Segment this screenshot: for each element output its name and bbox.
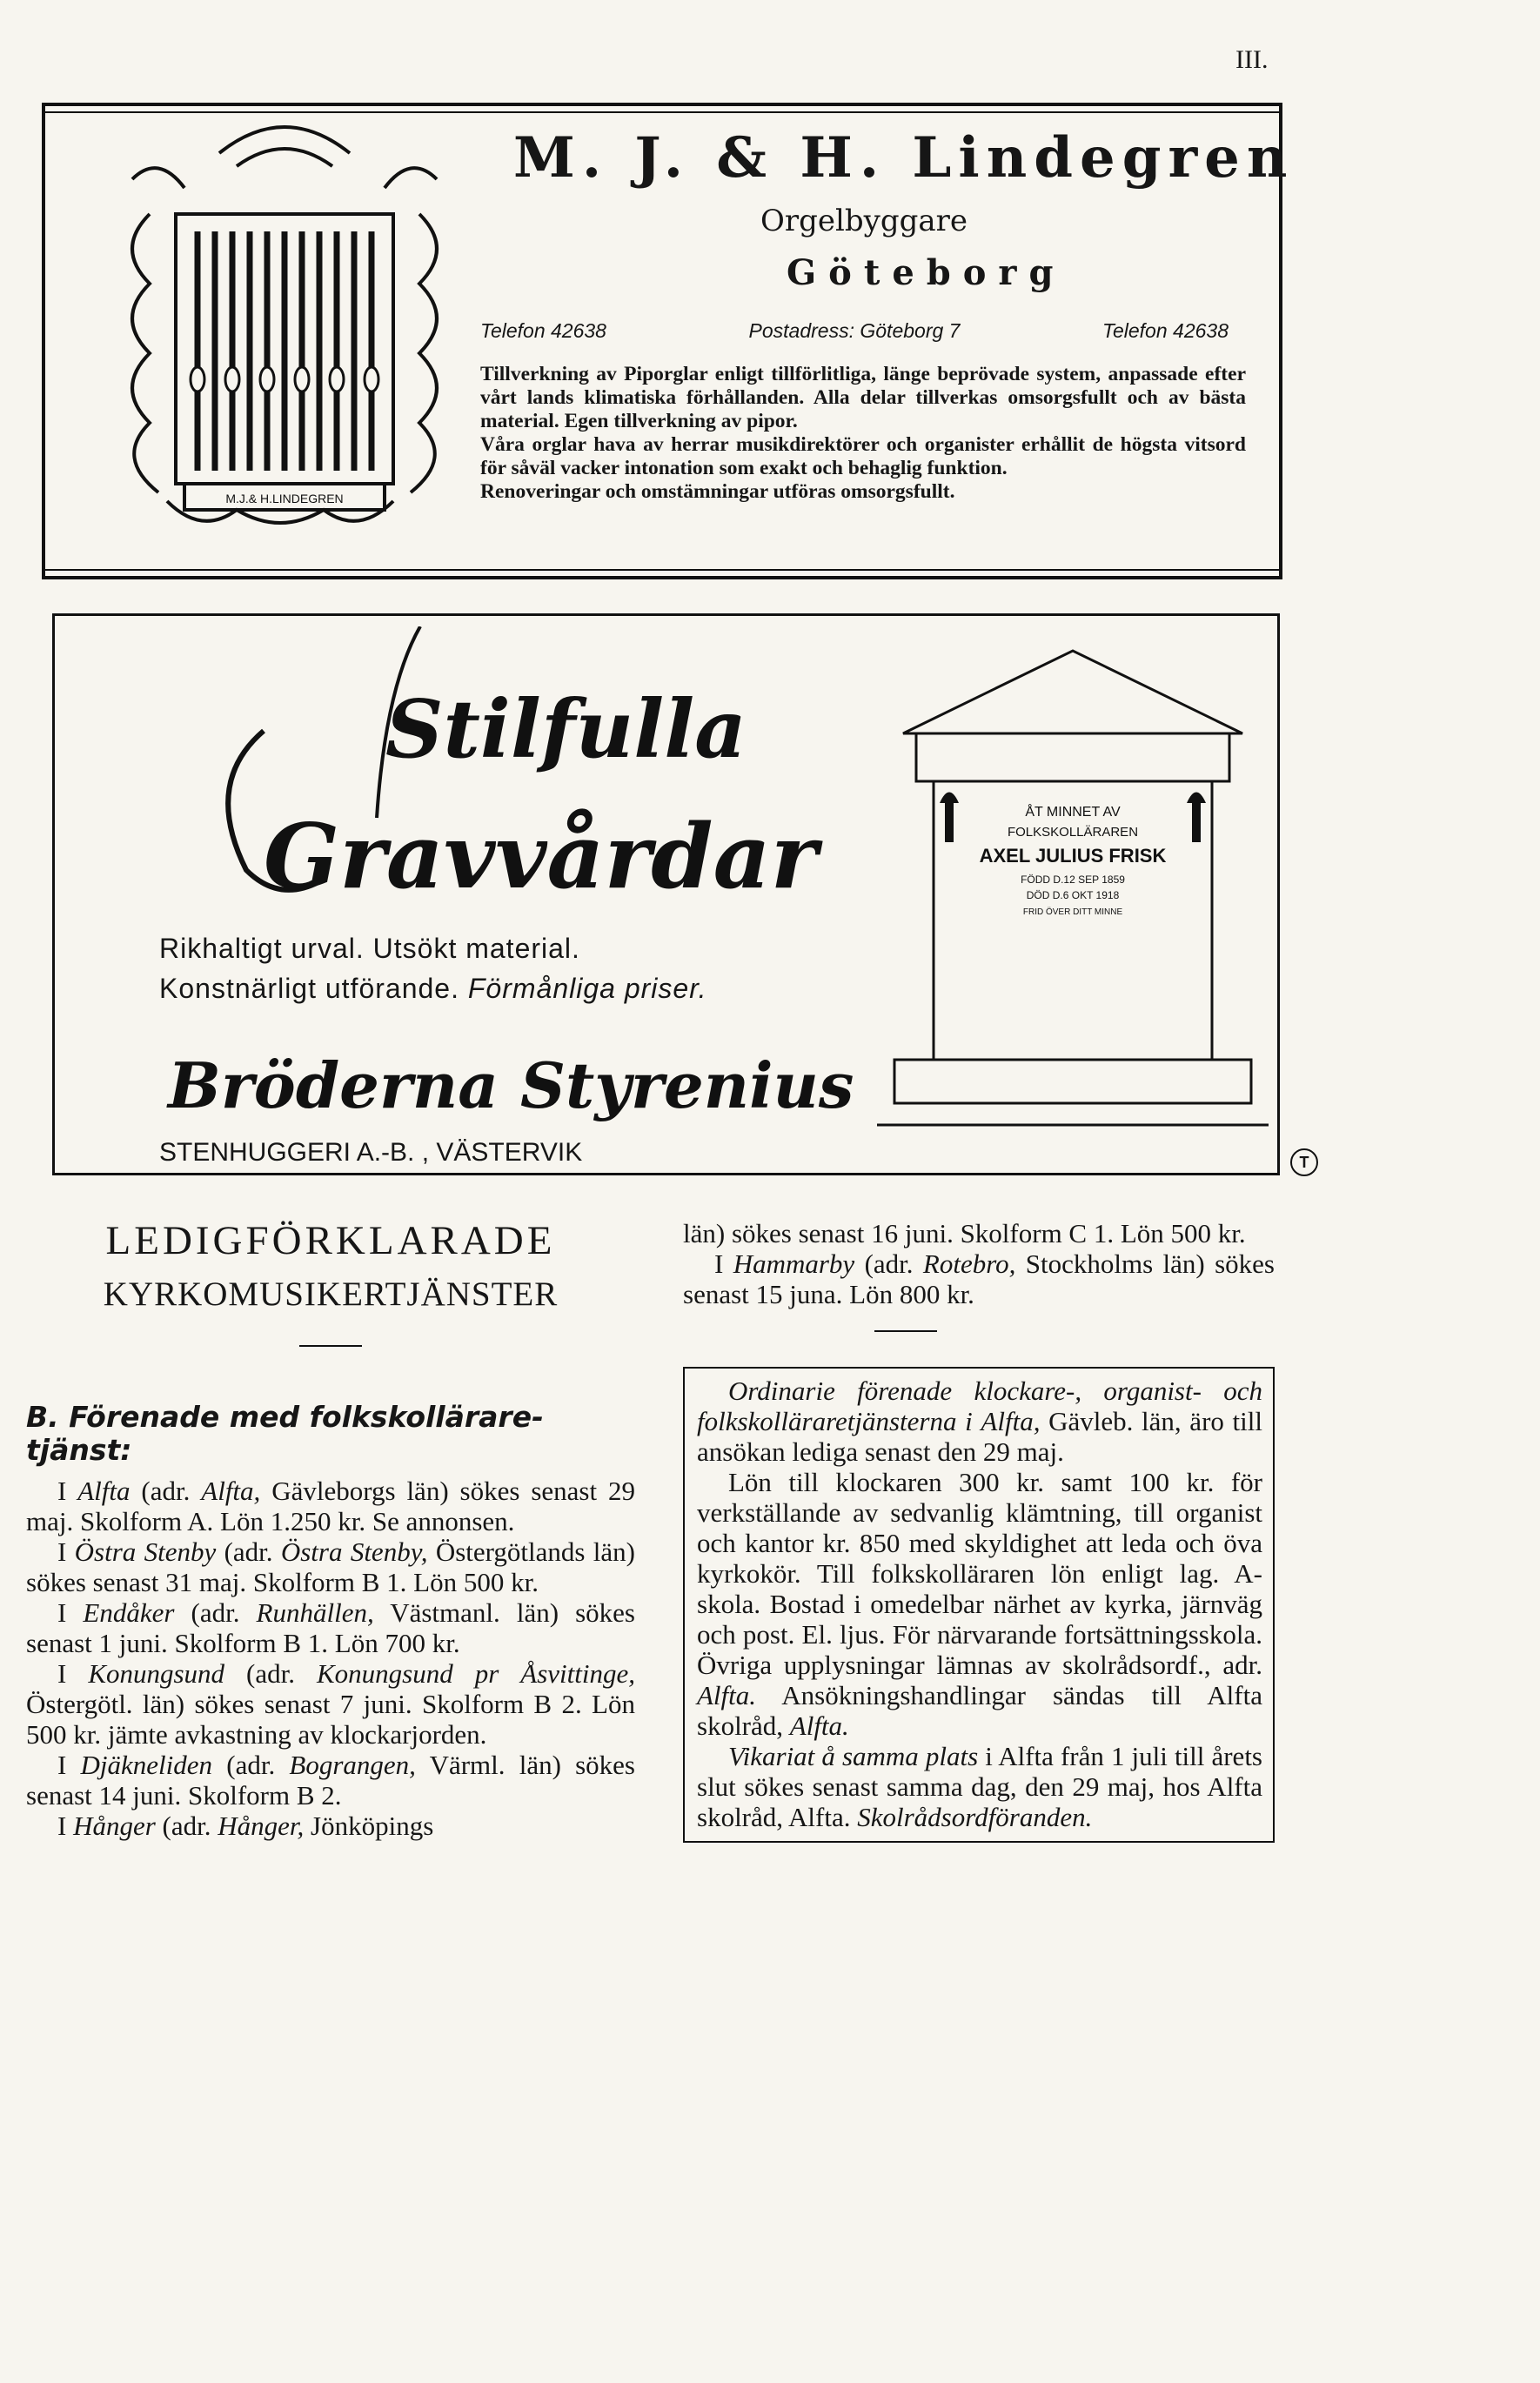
ad-paragraph: Våra orglar hava av herrar musikdirektörer och organister erhållit de högsta vitsord för såväl vacker intonation som exakt och behaglig funktion.: [480, 433, 1246, 479]
postal-address: Postadress: Göteborg 7: [748, 319, 961, 342]
vacancy-entry: I Hammarby (adr. Rotebro, Stockholms län) sökes senast 15 juna. Lön 800 kr.: [683, 1248, 1275, 1309]
tagline-2-italic: Förmånliga priser.: [467, 973, 707, 1004]
vacancy-entry: I Djäkneliden (adr. Bograngen, Värml. län) sökes senast 14 juni. Skolform B 2.: [26, 1750, 635, 1811]
tagline-2-plain: Konstnärligt utförande.: [159, 973, 459, 1004]
company-line: STENHUGGERI A.-B. , VÄSTERVIK: [159, 1138, 583, 1167]
headline-line1: Stilfulla: [385, 682, 747, 776]
page-number: III.: [1235, 45, 1269, 74]
vacancy-entry: I Alfta (adr. Alfta, Gävleborgs län) sökes senast 29 maj. Skolform A. Lön 1.250 kr. Se annonsen.: [26, 1476, 635, 1536]
profession: Orgelbyggare: [760, 204, 968, 238]
vacancy-entry: I Hånger (adr. Hånger, Jönköpings: [57, 1811, 434, 1841]
phone-right: Telefon 42638: [1102, 319, 1229, 342]
notice-paragraph: Ordinarie förenade klockare-, organist- och folkskolläraretjänsterna i Alfta, Gävleb. län, äro till ansökan lediga senast den 29 maj.: [697, 1376, 1262, 1467]
headline: [159, 626, 855, 914]
headline-line2: Gravvårdar: [264, 805, 818, 909]
right-column: [683, 1218, 1275, 1843]
trademark-symbol: T: [1290, 1148, 1318, 1176]
vacancy-entry: I Östra Stenby (adr. Östra Stenby, Östergötlands län) sökes senast 31 maj. Skolform B 1. Lön 500 kr.: [26, 1536, 635, 1597]
company-name: M. J. & H. Lindegren: [513, 125, 1295, 191]
illustration-label: M.J.& H.LINDEGREN: [225, 492, 344, 505]
organ-illustration: [115, 118, 454, 553]
city: Göteborg: [787, 252, 1066, 293]
notice-box: [683, 1367, 1275, 1843]
ad-body: [480, 363, 1246, 504]
phone-left: Telefon 42638: [480, 319, 606, 342]
stone-line2: FOLKSKOLLÄRAREN: [1007, 825, 1139, 840]
stone-line6: FRID ÖVER DITT MINNE: [1022, 907, 1123, 917]
brand-name: Bröderna Styrenius: [168, 1048, 854, 1122]
tagline-1: Rikhaltigt urval. Utsökt material.: [159, 933, 580, 964]
notice-paragraph: Vikariat å samma plats i Alfta från 1 juli till årets slut sökes senast samma dag, den 29 maj, hos Alfta skolråd, Alfta. Skolrådsordföranden.: [697, 1741, 1262, 1832]
divider: [874, 1330, 937, 1332]
continuation-text: län) sökes senast 16 juni. Skolform C 1. Lön 500 kr.: [683, 1218, 1246, 1248]
tagline-2: [159, 973, 707, 1005]
contact-row: [480, 319, 1229, 343]
left-column: [26, 1218, 635, 1841]
stone-line4: FÖDD D.12 SEP 1859: [1021, 874, 1125, 886]
divider: [299, 1345, 362, 1347]
section-subheading: KYRKOMUSIKERTJÄNSTER: [103, 1275, 559, 1313]
vacancy-entry: I Endåker (adr. Runhällen, Västmanl. län) sökes senast 1 juni. Skolform B 1. Lön 700 kr.: [26, 1597, 635, 1658]
brand: [159, 1025, 855, 1129]
gravestone-illustration: [868, 638, 1277, 1142]
lindegren-advertisement: [42, 103, 1295, 579]
section-heading: LEDIGFÖRKLARADE: [105, 1218, 556, 1263]
group-heading: B. Förenade med folkskolläraretjänst:: [26, 1400, 544, 1467]
ad-paragraph: Tillverkning av Piporglar enligt tillförlitliga, länge beprövade system, anpassade efter vårt lands klimatiska förhållanden. Alla delar tillverkas omsorgsfullt och av bästa material. Egen tillverkning av pipor.: [480, 363, 1246, 432]
ad-paragraph: Renoveringar och omstämningar utföras omsorgsfullt.: [480, 480, 955, 503]
stone-line3: AXEL JULIUS FRISK: [979, 845, 1167, 867]
stone-line5: DÖD D.6 OKT 1918: [1026, 889, 1120, 901]
stone-line1: ÅT MINNET AV: [1025, 805, 1121, 820]
styrenius-advertisement: [52, 613, 1309, 1175]
notice-paragraph: Lön till klockaren 300 kr. samt 100 kr. för verkställande av sedvanlig klämtning, till organist och kantor kr. 850 med skyldighet att leda och öva kyrkokör. Till folkskolläraren lön enligt lag. A-skola. Bostad i omedelbar närhet av kyrka, järnväg och post. El. ljus. För närvarande fortsättningsskola. Övriga upplysningar lämnas av skolrådsordf., adr. Alfta. Ansökningshandlingar sändas till Alfta skolråd, Alfta.: [697, 1467, 1262, 1741]
vacancy-entry: I Konungsund (adr. Konungsund pr Åsvittinge, Östergötl. län) sökes senast 7 juni. Skolform B 2. Lön 500 kr. jämte avkastning av klockarjorden.: [26, 1658, 635, 1750]
